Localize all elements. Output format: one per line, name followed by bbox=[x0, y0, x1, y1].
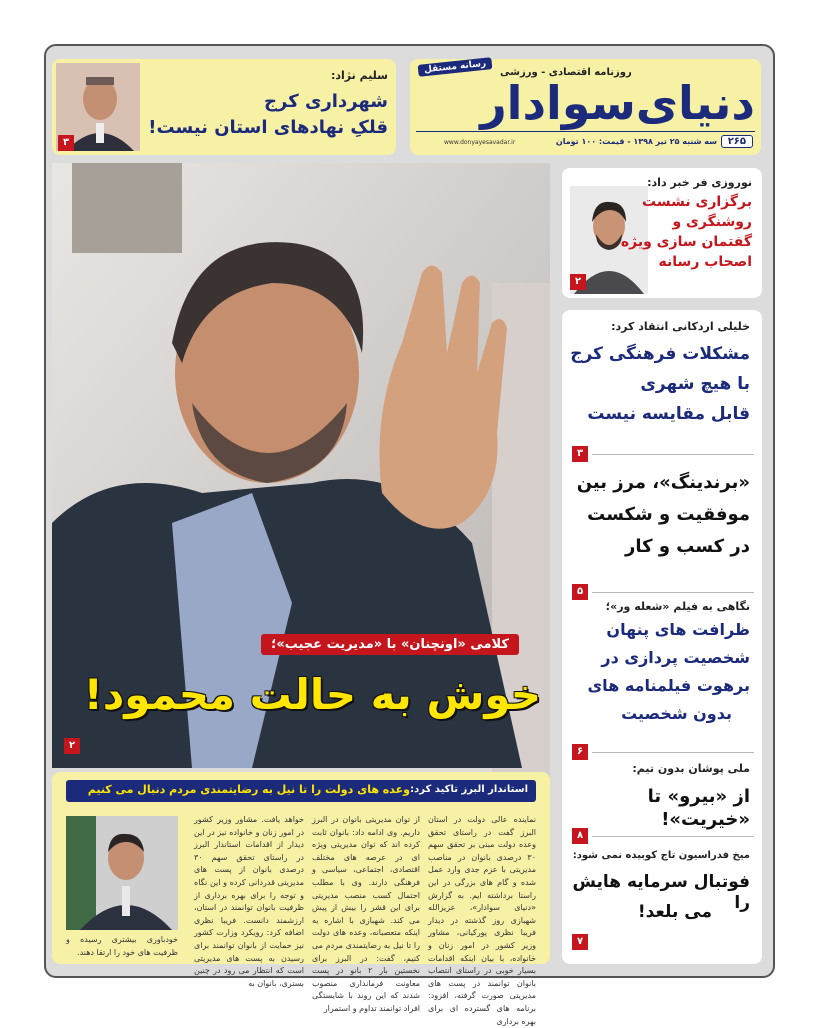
story-3-line-4: بدون شخصیت bbox=[621, 704, 732, 723]
sidebar-box-1 bbox=[562, 168, 762, 298]
masthead bbox=[410, 59, 761, 155]
sidebar-box-1-line-1: برگزاری نشست bbox=[642, 194, 752, 210]
story-3-page: ۶ bbox=[572, 744, 588, 760]
top-story-headline-1: شهرداری کرج bbox=[264, 91, 388, 112]
story-1-line-3: قابل مقایسه نیست bbox=[587, 404, 750, 424]
bottom-story-col-1: نماینده عالی دولت در استان البرز گفت در راستای تحقق وعده دولت مبنی بر تحقق سهم ۳۰ درصدی بانوان در مناصب مدیریتی با عزم جدی وارد عمل شده و گام های بزرگی در این راستا برداشته ایم. به گزارش «دنیای سوادار»، عزیزالله شهبازی روز گذشته در دیدار فریبا نظری پورکیانی، مشاور وزیر کشور در امور زنان و خانواده، با بیان اینکه اقدامات بسیار خوبی در راستای انتصاب بانوان توانمند در پست های مدیریتی صورت گرفته، افزود: برنامه های گسترده ای برای بهره برداری bbox=[428, 815, 536, 1026]
story-1-kicker: خلیلی اردکانی انتقاد کرد: bbox=[611, 320, 750, 333]
bottom-story-caption: خودباوری بیشتری رسیده و ظرفیت های خود را ارتقا دهند. bbox=[66, 935, 178, 957]
bottom-story-headline: وعده های دولت را تا نیل به رضایتمندی مردم دنبال می کنیم bbox=[87, 783, 410, 796]
masthead-subtitle: روزنامه اقتصادی - ورزشی bbox=[500, 67, 632, 78]
story-4-kicker: ملی پوشان بدون تیم: bbox=[632, 762, 750, 775]
date-price: سه شنبه ۲۵ تیر ۱۳۹۸ - قیمت: ۱۰۰ تومان bbox=[555, 137, 717, 146]
sidebar-box-1-line-3: گفتمان سازی ویژه bbox=[620, 234, 752, 250]
story-4-line-1: از «بیرو» تا «خیریت»! bbox=[647, 786, 750, 830]
bottom-story-col-2: از توان مدیریتی بانوان در البرز داریم. وی ادامه داد: بانوان ثابت کرده اند که توان مدیریتی ویژه ای در عرصه های مختلف اقتصادی، اجتماعی، سیاسی و فرهنگی دارند. وی با مطلب احتمال کسب منصب مدیریتی برای این قشر را بیش از پیش می کند. شهبازی با اشاره به اینکه متعصبانه، وعده های دولت را تا نیل به رضایتمندی مردم می کنیم، گفت: در البرز برای نخستین بار ۲ بانو در پست معاونت فرمانداری منصوب شدند که این روند با شایستگی افراد توانمند تداوم و استمرار bbox=[312, 815, 421, 1013]
story-2-line-2: موفقیت و شکست bbox=[587, 504, 750, 525]
bottom-story-col-3: خواهد یافت. مشاور وزیر کشور در امور زنان و خانواده نیز در این دیدار از اقدامات استاندار البرز در راستای تحقق سهم ۳۰ درصدی بانوان از پست های مدیریتی قدردانی کرده و این نگاه و توجه را برای بهره برداری از ظرفیت بانوان توانمند در استان، ارزشمند دانست. فریبا نظری اضافه کرد: رویکرد وزارت کشور نیز حمایت از بانوان توانمند برای رسیدن به پست های مدیریتی است که انتظار می رود در چنین بستری، بانوان به bbox=[194, 815, 304, 988]
story-3-kicker: نگاهی به فیلم «شعله ور»؛ bbox=[605, 600, 750, 613]
website: www.donyayesavadar.ir bbox=[444, 139, 516, 146]
story-5-page: ۷ bbox=[572, 934, 588, 950]
top-story-kicker: سلیم نژاد: bbox=[330, 69, 388, 82]
story-5-line-2: می بلعد! bbox=[637, 902, 712, 922]
top-story-page: ۳ bbox=[58, 135, 74, 151]
masthead-tag: رسانه مستقل bbox=[418, 57, 493, 77]
story-5-line-1: فوتبال سرمایه هایش را bbox=[572, 872, 750, 914]
story-2-page: ۵ bbox=[572, 584, 588, 600]
story-3-line-3: برهوت فیلمنامه های bbox=[587, 676, 750, 695]
bottom-story-photo bbox=[66, 816, 178, 930]
sidebar-box-1-line-4: اصحاب رسانه bbox=[658, 254, 752, 270]
issue-number: ۲۶۵ bbox=[721, 135, 753, 148]
story-1-line-1: مشکلات فرهنگی کرج bbox=[570, 344, 750, 364]
top-story bbox=[52, 59, 396, 155]
lead-kicker: کلامی «اونچنان» با «مدیریت عجیب»؛ bbox=[261, 634, 519, 655]
story-5-kicker: میخ فدراسیون تاج کوبیده نمی شود: bbox=[572, 850, 750, 861]
sidebar-stories bbox=[562, 310, 762, 964]
story-1-page: ۳ bbox=[572, 446, 588, 462]
masthead-logo: دنیای‌سوادار bbox=[480, 76, 755, 130]
story-3-line-2: شخصیت پردازی در bbox=[601, 648, 750, 667]
sidebar-box-1-line-2: روشنگری و bbox=[672, 214, 752, 230]
sidebar-box-1-kicker: نوروزی فر خبر داد: bbox=[647, 176, 752, 189]
top-story-headline-2: قلکِ نهادهای استان نیست! bbox=[148, 117, 388, 138]
lead-page: ۲ bbox=[64, 738, 80, 754]
story-2-line-3: در کسب و کار bbox=[624, 536, 750, 557]
story-1-line-2: با هیچ شهری bbox=[640, 374, 750, 394]
bottom-story bbox=[52, 772, 550, 1026]
lead-headline: خوش به حالت محمود! bbox=[83, 670, 541, 719]
sidebar-box-1-page: ۲ bbox=[570, 274, 586, 290]
story-4-page: ۸ bbox=[572, 828, 588, 844]
bottom-story-kicker: استاندار البرز تاکید کرد: bbox=[410, 784, 528, 795]
story-2-line-1: «برندینگ»، مرز بین bbox=[576, 472, 750, 493]
story-3-line-1: ظرافت های پنهان bbox=[606, 620, 750, 639]
